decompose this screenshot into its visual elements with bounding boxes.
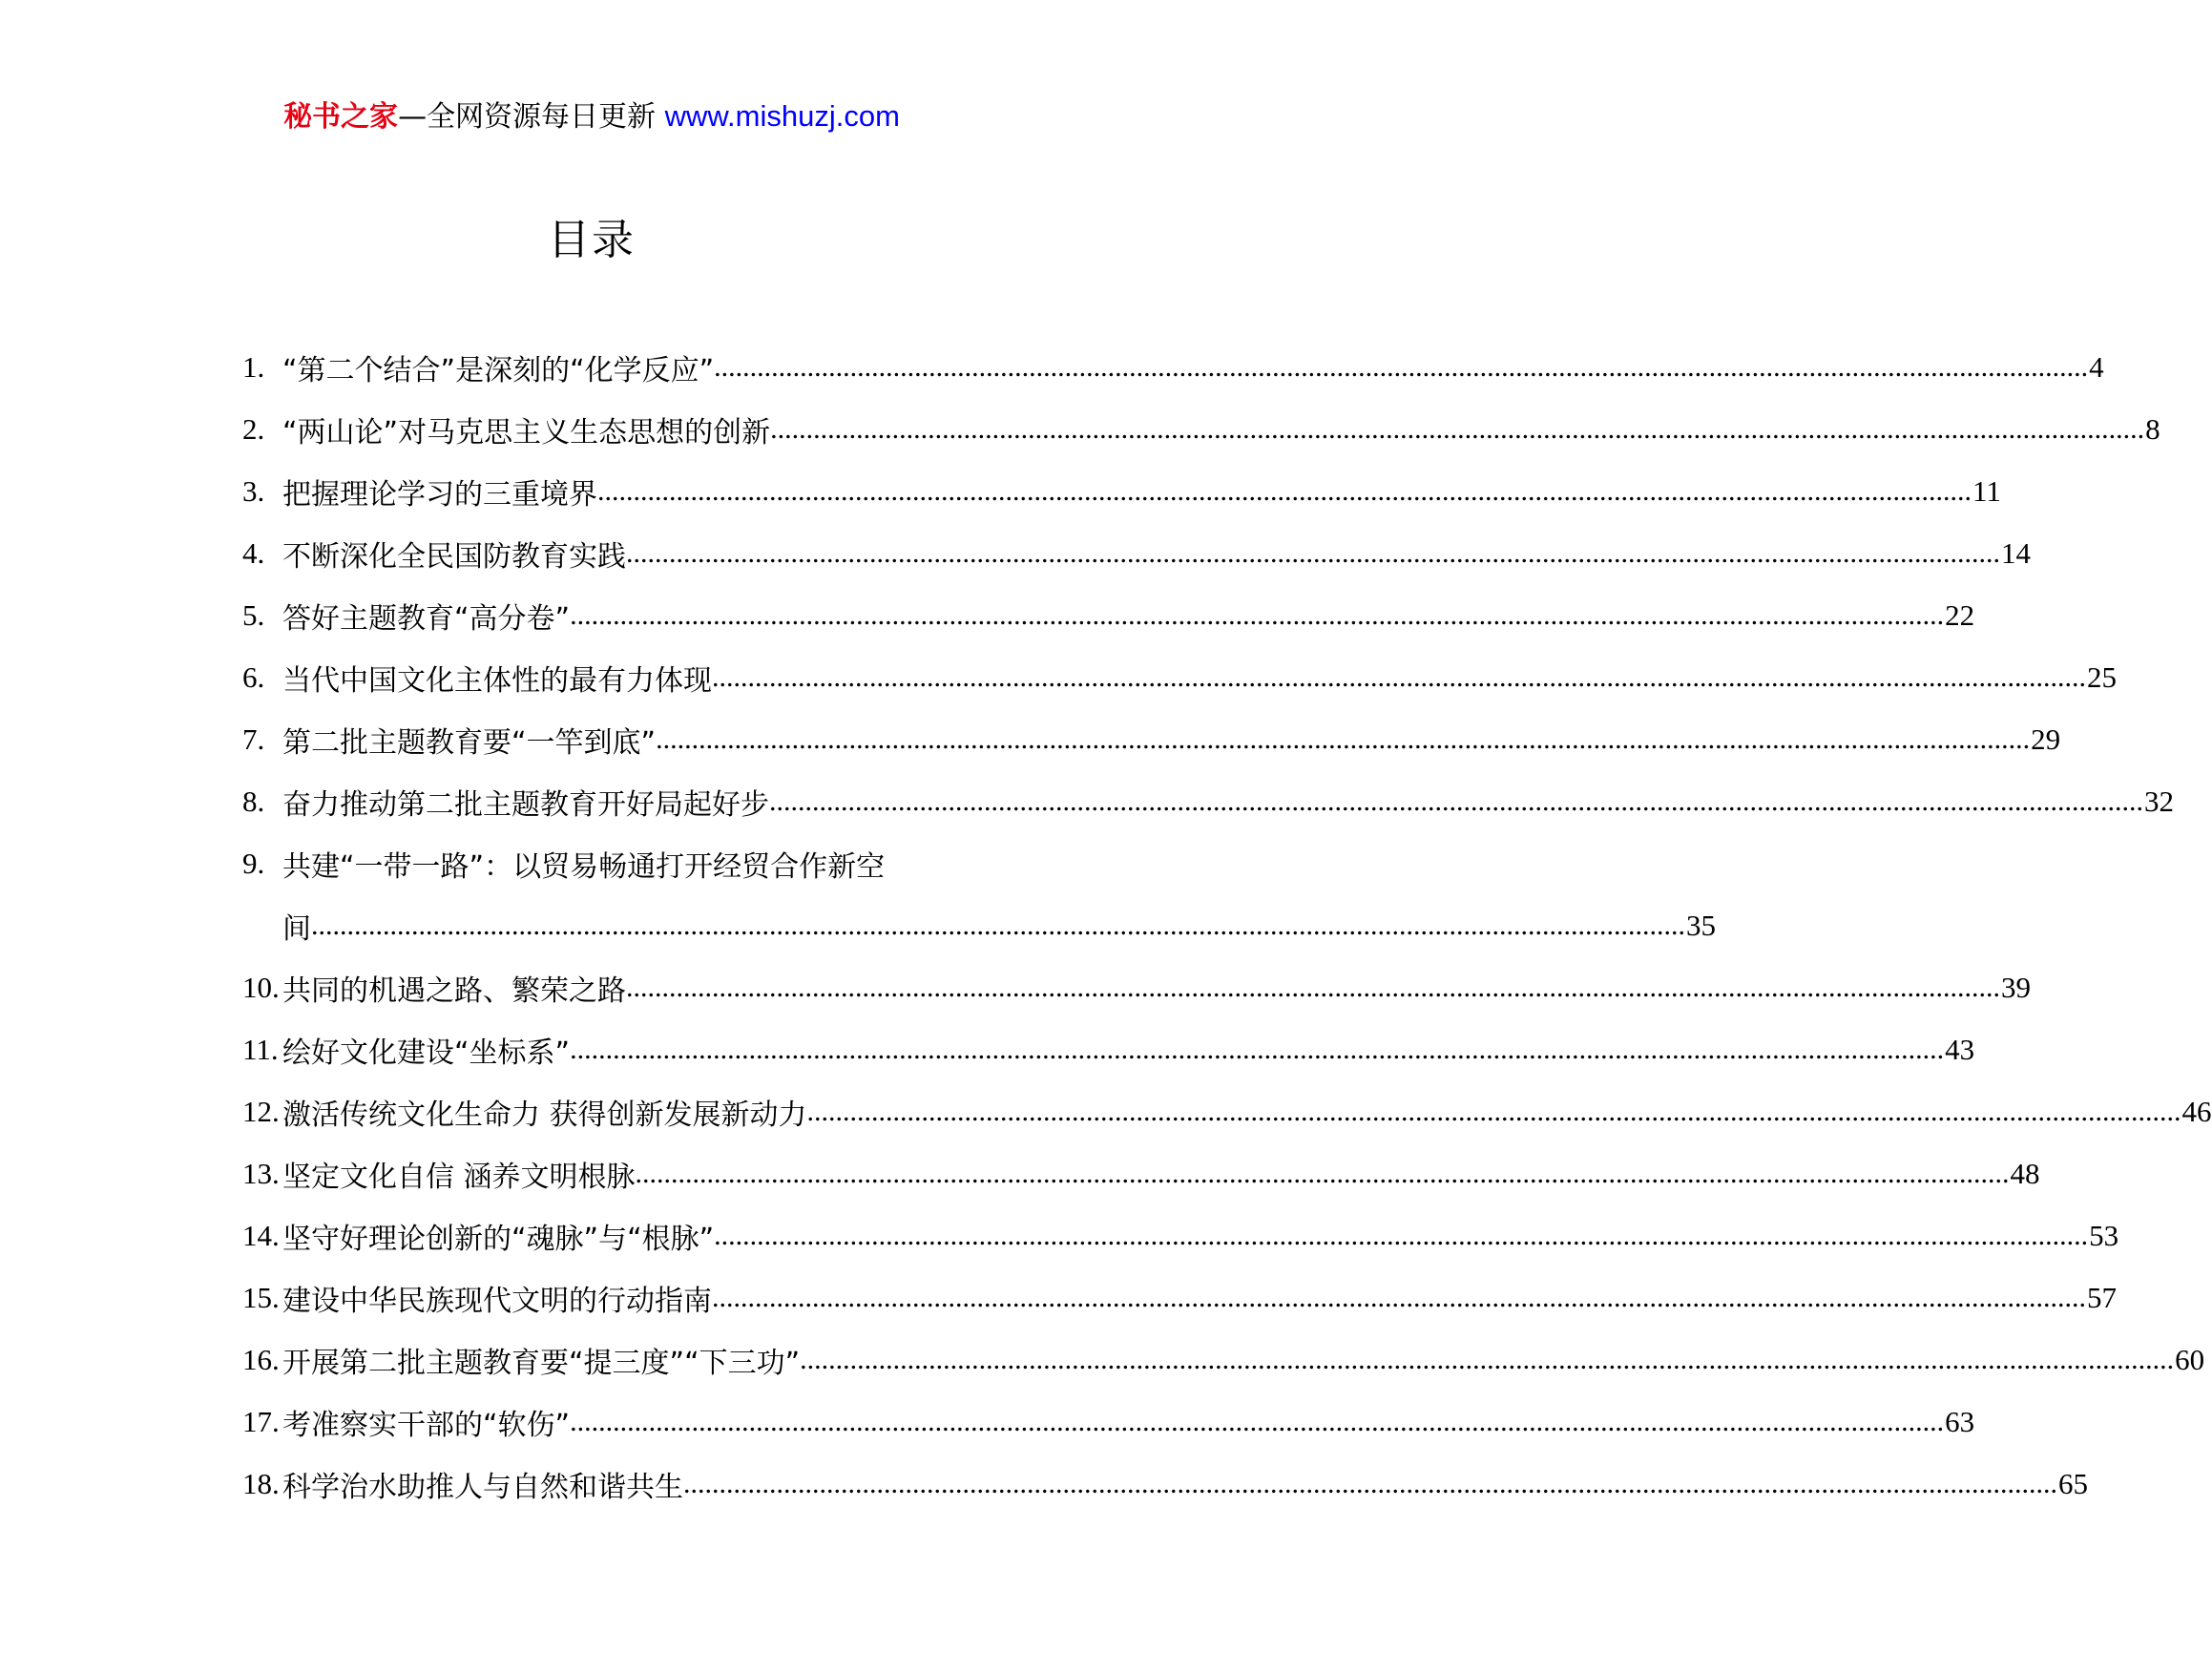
toc-entry-title: 建设中华民族现代文明的行动指南 <box>282 1284 712 1318</box>
toc-entry[interactable] <box>242 1018 1975 1080</box>
toc-entry-title: 答好主题教育“高分卷” <box>282 601 571 636</box>
site-url-link[interactable]: www.mishuzj.com <box>664 99 900 133</box>
page-title: 目录 <box>548 216 636 264</box>
toc-dot-leader <box>714 351 2088 384</box>
toc-entry-title: 奋力推动第二批主题教育开好局起好步 <box>282 787 769 822</box>
toc-entry-title: 科学治水助推人与自然和谐共生 <box>282 1470 683 1504</box>
toc-dot-leader <box>570 599 1944 632</box>
toc-entry-number: 3. <box>242 473 265 508</box>
toc-entry-title: 考准察实干部的“软伤” <box>282 1408 571 1442</box>
toc-entry-number: 8. <box>242 784 265 818</box>
toc-entry[interactable] <box>242 1204 2119 1266</box>
toc-dot-leader <box>807 1096 2181 1128</box>
toc-entry-page: 60 <box>2175 1342 2205 1376</box>
toc-entry[interactable] <box>242 832 998 894</box>
toc-entry-title: “第二个结合”是深刻的“化学反应” <box>282 353 715 387</box>
toc-entry[interactable] <box>242 956 2031 1018</box>
toc-entry[interactable] <box>242 1266 2117 1329</box>
toc-entry-page: 14 <box>2001 535 2031 570</box>
toc-entry-number: 12. <box>242 1094 280 1128</box>
toc-entry-title: 当代中国文化主体性的最有力体现 <box>282 663 712 698</box>
toc-entry-number: 18. <box>242 1466 280 1500</box>
toc-entry-page: 25 <box>2087 659 2117 694</box>
toc-entry-page: 29 <box>2031 722 2061 756</box>
toc-entry-title-continuation: 间 <box>282 911 311 946</box>
toc-entry-number: 10. <box>242 970 280 1004</box>
toc-entry-title: 把握理论学习的三重境界 <box>282 477 597 512</box>
toc-dot-leader <box>311 910 1685 942</box>
toc-entry-page: 46 <box>2181 1094 2212 1128</box>
toc-entry-number: 7. <box>242 722 265 756</box>
toc-entry-page: 8 <box>2145 411 2160 446</box>
toc-entry-number: 15. <box>242 1280 280 1314</box>
toc-dot-leader <box>597 475 1972 508</box>
toc-dot-leader <box>626 972 2000 1004</box>
toc-entry-page: 65 <box>2058 1466 2088 1500</box>
toc-entry[interactable] <box>242 1080 2212 1142</box>
toc-entry-title: 坚守好理论创新的“魂脉”与“根脉” <box>282 1222 715 1256</box>
toc-entry-page: 4 <box>2089 349 2104 384</box>
toc-entry[interactable] <box>242 770 2174 832</box>
toc-entry-title: 绘好文化建设“坐标系” <box>282 1036 571 1070</box>
toc-dot-leader <box>769 785 2143 818</box>
toc-entry[interactable] <box>242 398 2160 460</box>
toc-entry-page: 35 <box>1686 908 1716 942</box>
toc-entry-page: 63 <box>1945 1404 1975 1438</box>
toc-entry-number: 11. <box>242 1032 279 1066</box>
toc-entry-page: 32 <box>2144 784 2174 818</box>
toc-entry-page: 22 <box>1945 597 1975 632</box>
toc-dot-leader <box>570 1034 1944 1066</box>
toc-entry[interactable] <box>242 1142 2040 1204</box>
toc-entry-continuation[interactable] <box>242 894 1716 956</box>
toc-entry-title: 共建“一带一路”：以贸易畅通打开经贸合作新空 <box>282 849 886 884</box>
toc-entry-number: 14. <box>242 1218 280 1252</box>
toc-entry-title: 第二批主题教育要“一竿到底” <box>282 725 657 760</box>
toc-entry-number: 2. <box>242 411 265 446</box>
toc-entry[interactable] <box>242 1391 1975 1453</box>
toc-entry-page: 11 <box>1972 473 2001 508</box>
toc-entry[interactable] <box>242 646 2117 708</box>
toc-entry-number: 9. <box>242 846 265 880</box>
toc-entry-title: 坚定文化自信 涵养文明根脉 <box>282 1160 636 1194</box>
toc-entry-title: 激活传统文化生命力 获得创新发展新动力 <box>282 1098 807 1132</box>
toc-entry[interactable] <box>242 336 2104 398</box>
toc-entry-number: 5. <box>242 597 265 632</box>
toc-dot-leader <box>712 1282 2086 1314</box>
toc-entry-number: 6. <box>242 659 265 694</box>
toc-entry-title: 开展第二批主题教育要“提三度”“下三功” <box>282 1346 801 1380</box>
table-of-contents <box>242 336 2212 1515</box>
toc-entry-page: 53 <box>2089 1218 2119 1252</box>
toc-entry-page: 48 <box>2010 1156 2040 1190</box>
toc-entry-page: 43 <box>1945 1032 1975 1066</box>
toc-dot-leader <box>714 1220 2088 1252</box>
toc-dot-leader <box>770 413 2144 446</box>
toc-entry-number: 4. <box>242 535 265 570</box>
toc-entry-number: 1. <box>242 349 265 384</box>
toc-entry[interactable] <box>242 1329 2205 1391</box>
toc-entry[interactable] <box>242 584 1975 646</box>
toc-entry-number: 13. <box>242 1156 280 1190</box>
toc-entry-title: “两山论”对马克思主义生态思想的创新 <box>282 415 771 450</box>
toc-dot-leader <box>712 661 2086 694</box>
toc-dot-leader <box>800 1344 2174 1376</box>
banner-slogan: —全网资源每日更新 <box>398 100 665 134</box>
toc-entry-title: 共同的机遇之路、繁荣之路 <box>282 973 626 1008</box>
toc-entry[interactable] <box>242 522 2031 584</box>
toc-entry[interactable] <box>242 1453 2088 1515</box>
toc-entry[interactable] <box>242 708 2061 770</box>
toc-dot-leader <box>636 1158 2010 1190</box>
toc-dot-leader <box>656 723 2030 756</box>
toc-entry-title: 不断深化全民国防教育实践 <box>282 539 626 574</box>
toc-entry-page: 57 <box>2087 1280 2117 1314</box>
toc-entry-page: 39 <box>2001 970 2031 1004</box>
toc-dot-leader <box>570 1406 1944 1438</box>
toc-dot-leader <box>683 1468 2057 1500</box>
brand-name: 秘书之家 <box>283 100 399 134</box>
toc-entry-number: 17. <box>242 1404 280 1438</box>
toc-dot-leader <box>626 537 2000 570</box>
site-banner <box>0 95 1183 138</box>
toc-entry[interactable] <box>242 460 2001 522</box>
toc-entry-number: 16. <box>242 1342 280 1376</box>
